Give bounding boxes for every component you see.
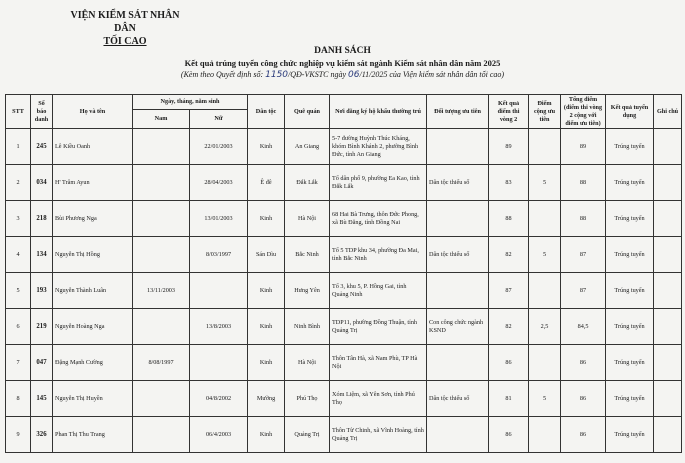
cell-stt: 9 <box>6 417 31 453</box>
cell-stt: 6 <box>6 309 31 345</box>
cell-priority-group <box>427 129 489 165</box>
cell-address: 68 Hai Bà Trưng, thôn Đức Phong, xã Bù Đăng, tỉnh Đồng Nai <box>330 201 427 237</box>
table-row <box>6 381 682 417</box>
cell-result: Trúng tuyển <box>606 309 654 345</box>
table-row <box>6 417 682 453</box>
cell-score: 88 <box>489 201 529 237</box>
cell-bonus: 2,5 <box>529 309 561 345</box>
cell-name: Nguyễn Thị Hồng <box>53 237 133 273</box>
cell-score: 83 <box>489 165 529 201</box>
cell-dob-female: 28/04/2003 <box>190 165 248 201</box>
cell-priority-group: Dân tộc thiểu số <box>427 165 489 201</box>
cell-address: Tổ 3, khu 5, P. Hồng Gai, tỉnh Quảng Ninh <box>330 273 427 309</box>
header-priority-group: Đối tượng ưu tiên <box>427 95 489 129</box>
cell-dob-male <box>133 417 190 453</box>
cell-result: Trúng tuyển <box>606 165 654 201</box>
cell-dob-male: 8/08/1997 <box>133 345 190 381</box>
cell-note <box>654 201 682 237</box>
cell-ethnic: Kinh <box>248 129 285 165</box>
cell-total: 88 <box>561 201 606 237</box>
cell-hometown: Ninh Bình <box>285 309 330 345</box>
cell-priority-group <box>427 273 489 309</box>
cell-stt: 3 <box>6 201 31 237</box>
table-row <box>6 273 682 309</box>
cell-result: Trúng tuyển <box>606 237 654 273</box>
header-male: Nam <box>133 110 190 129</box>
header-bonus: Điểm cộng ưu tiên <box>529 95 561 129</box>
header-score: Kết quả điểm thi vòng 2 <box>489 95 529 129</box>
cell-sbd: 134 <box>31 237 53 273</box>
cell-address: Thôn Từ Chinh, xã Vĩnh Hoàng, tỉnh Quảng Trị <box>330 417 427 453</box>
header-address: Nơi đăng ký hộ khẩu thường trú <box>330 95 427 129</box>
cell-sbd: 219 <box>31 309 53 345</box>
org-name-line2: TỐI CAO <box>103 36 147 47</box>
table-row <box>6 201 682 237</box>
cell-result: Trúng tuyển <box>606 381 654 417</box>
cell-dob-female <box>190 345 248 381</box>
cell-name: Nguyễn Thị Huyền <box>53 381 133 417</box>
cell-name: Bùi Phương Nga <box>53 201 133 237</box>
cell-dob-male <box>133 381 190 417</box>
cell-score: 82 <box>489 237 529 273</box>
cell-bonus <box>529 129 561 165</box>
cell-note <box>654 237 682 273</box>
subtitle-mid: /QĐ-VKSTC ngày <box>288 70 347 79</box>
cell-ethnic: Sán Dìu <box>248 237 285 273</box>
cell-address: Tổ 5 TDP khu 34, phường Đa Mai, tỉnh Bắc Ninh <box>330 237 427 273</box>
cell-ethnic: Mường <box>248 381 285 417</box>
header-ethnic: Dân tộc <box>248 95 285 129</box>
cell-priority-group: Con công chức ngành KSND <box>427 309 489 345</box>
cell-bonus <box>529 273 561 309</box>
cell-dob-male <box>133 129 190 165</box>
cell-bonus <box>529 201 561 237</box>
cell-ethnic: Ê đê <box>248 165 285 201</box>
cell-dob-male <box>133 201 190 237</box>
cell-priority-group <box>427 345 489 381</box>
decision-number: 1150 <box>265 70 289 80</box>
cell-dob-female: 13/8/2003 <box>190 309 248 345</box>
decision-day: 06 <box>348 70 360 80</box>
cell-sbd: 245 <box>31 129 53 165</box>
cell-note <box>654 381 682 417</box>
cell-stt: 2 <box>6 165 31 201</box>
cell-ethnic: Kinh <box>248 273 285 309</box>
cell-note <box>654 309 682 345</box>
cell-total: 89 <box>561 129 606 165</box>
cell-hometown: Phú Thọ <box>285 381 330 417</box>
cell-score: 81 <box>489 381 529 417</box>
cell-score: 89 <box>489 129 529 165</box>
cell-bonus: 5 <box>529 165 561 201</box>
cell-name: Nguyễn Thành Luân <box>53 273 133 309</box>
document-title: Kết quả trúng tuyển công chức nghiệp vụ kiểm sát ngành Kiểm sát nhân dân năm 2025 <box>184 58 501 68</box>
header-hometown: Quê quán <box>285 95 330 129</box>
cell-hometown: Đắk Lắk <box>285 165 330 201</box>
cell-address: TDP11, phường Đồng Thuận, tỉnh Quảng Trị <box>330 309 427 345</box>
document-type: DANH SÁCH <box>314 46 371 56</box>
cell-ethnic: Kinh <box>248 417 285 453</box>
cell-name: Phan Thị Thu Trang <box>53 417 133 453</box>
cell-dob-male <box>133 165 190 201</box>
cell-sbd: 326 <box>31 417 53 453</box>
cell-result: Trúng tuyển <box>606 129 654 165</box>
cell-dob-female: 22/01/2003 <box>190 129 248 165</box>
cell-hometown: Hà Nội <box>285 345 330 381</box>
cell-dob-male <box>133 309 190 345</box>
header-sbd: Số báo danh <box>31 95 53 129</box>
cell-stt: 5 <box>6 273 31 309</box>
cell-stt: 1 <box>6 129 31 165</box>
cell-dob-female: 04/8/2002 <box>190 381 248 417</box>
header-name: Họ và tên <box>53 95 133 129</box>
cell-total: 86 <box>561 417 606 453</box>
header-female: Nữ <box>190 110 248 129</box>
table-row <box>6 309 682 345</box>
cell-bonus <box>529 345 561 381</box>
cell-dob-female: 8/03/1997 <box>190 237 248 273</box>
cell-address: Tổ dân phố 9, phường Ea Kao, tỉnh Đắk Lắk <box>330 165 427 201</box>
results-table <box>5 94 682 453</box>
table-row <box>6 237 682 273</box>
cell-stt: 4 <box>6 237 31 273</box>
cell-total: 87 <box>561 237 606 273</box>
cell-priority-group: Dân tộc thiểu số <box>427 237 489 273</box>
cell-dob-male: 13/11/2003 <box>133 273 190 309</box>
cell-result: Trúng tuyển <box>606 273 654 309</box>
cell-hometown: Bắc Ninh <box>285 237 330 273</box>
cell-hometown: Hà Nội <box>285 201 330 237</box>
cell-result: Trúng tuyển <box>606 417 654 453</box>
cell-address: Xóm Liệm, xã Yên Sơn, tỉnh Phú Thọ <box>330 381 427 417</box>
cell-name: Lê Kiều Oanh <box>53 129 133 165</box>
cell-note <box>654 345 682 381</box>
cell-sbd: 193 <box>31 273 53 309</box>
cell-note <box>654 273 682 309</box>
header-note: Ghi chú <box>654 95 682 129</box>
cell-bonus: 5 <box>529 381 561 417</box>
cell-note <box>654 417 682 453</box>
cell-sbd: 218 <box>31 201 53 237</box>
header-dob: Ngày, tháng, năm sinh <box>133 95 248 110</box>
cell-stt: 8 <box>6 381 31 417</box>
header-stt: STT <box>6 95 31 129</box>
cell-total: 84,5 <box>561 309 606 345</box>
cell-hometown: Quảng Trị <box>285 417 330 453</box>
cell-score: 87 <box>489 273 529 309</box>
subtitle-prefix: (Kèm theo Quyết định số: <box>180 70 264 79</box>
cell-note <box>654 165 682 201</box>
cell-note <box>654 129 682 165</box>
cell-ethnic: Kinh <box>248 309 285 345</box>
cell-priority-group <box>427 417 489 453</box>
org-name: VIỆN KIỂM SÁT NHÂN DÂN <box>70 10 180 34</box>
table-row <box>6 129 682 165</box>
cell-total: 86 <box>561 345 606 381</box>
cell-total: 87 <box>561 273 606 309</box>
cell-result: Trúng tuyển <box>606 345 654 381</box>
cell-total: 88 <box>561 165 606 201</box>
header-total: Tổng điểm (điểm thi vòng 2 cộng với điểm ưu tiên) <box>561 95 606 129</box>
cell-stt: 7 <box>6 345 31 381</box>
table-row <box>6 165 682 201</box>
cell-score: 82 <box>489 309 529 345</box>
header-result: Kết quả tuyển dụng <box>606 95 654 129</box>
cell-sbd: 145 <box>31 381 53 417</box>
cell-sbd: 047 <box>31 345 53 381</box>
cell-priority-group: Dân tộc thiểu số <box>427 381 489 417</box>
cell-hometown: An Giang <box>285 129 330 165</box>
cell-bonus: 5 <box>529 237 561 273</box>
cell-address: 5-7 đường Huỳnh Thúc Kháng, khóm Bình Khánh 2, phường Bình Đức, tỉnh An Giang <box>330 129 427 165</box>
cell-dob-female <box>190 273 248 309</box>
document-subtitle <box>0 69 685 81</box>
cell-sbd: 034 <box>31 165 53 201</box>
cell-score: 86 <box>489 417 529 453</box>
cell-priority-group <box>427 201 489 237</box>
cell-bonus <box>529 417 561 453</box>
cell-name: H' Trâm Ayun <box>53 165 133 201</box>
cell-dob-female: 13/01/2003 <box>190 201 248 237</box>
cell-dob-male <box>133 237 190 273</box>
cell-name: Nguyễn Hoàng Nga <box>53 309 133 345</box>
cell-ethnic: Kinh <box>248 345 285 381</box>
document-heading <box>0 45 685 81</box>
cell-hometown: Hưng Yên <box>285 273 330 309</box>
cell-dob-female: 06/4/2003 <box>190 417 248 453</box>
cell-total: 86 <box>561 381 606 417</box>
table-row <box>6 345 682 381</box>
cell-score: 86 <box>489 345 529 381</box>
cell-result: Trúng tuyển <box>606 201 654 237</box>
cell-address: Thôn Tân Hà, xã Nam Phù, TP Hà Nội <box>330 345 427 381</box>
subtitle-suffix: /11/2025 của Viện kiểm sát nhân dân tối cao) <box>359 70 505 79</box>
issuing-organization <box>60 9 190 48</box>
cell-name: Đặng Mạnh Cường <box>53 345 133 381</box>
cell-ethnic: Kinh <box>248 201 285 237</box>
